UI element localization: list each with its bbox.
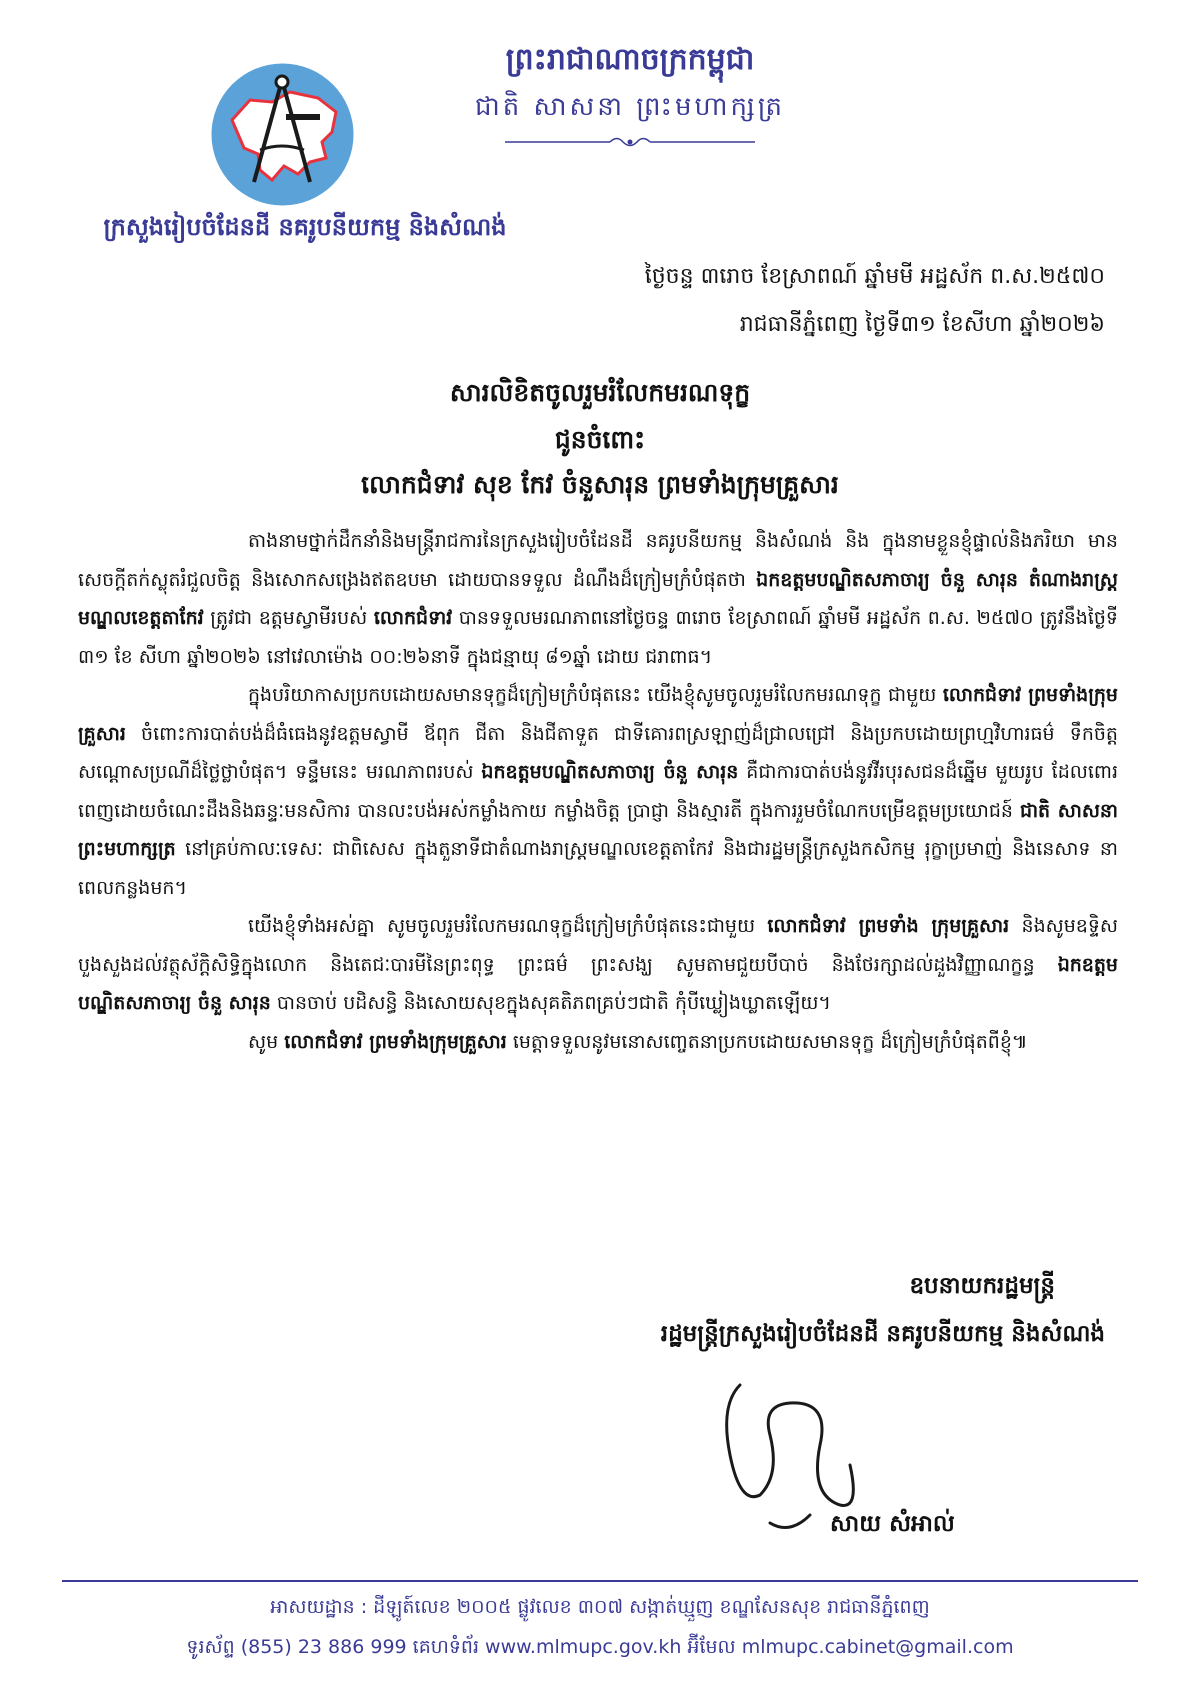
paragraph-3 <box>78 907 1118 1023</box>
letter-addressee-prefix: ជូនចំពោះ <box>554 425 646 454</box>
paragraph-4 <box>78 1023 1118 1062</box>
text-run: គឺជាការបាត់បង់នូវវីរបុរសជនដ៏ឆ្នើម មួយរូប ដែលពោរពេញដោយចំណេះដឹងនិងឆន្ទៈមនសិការ បានលះបង់អស់កម្លាំងកាយ កម្លាំងចិត្ត ប្រាជ្ញា និងស្មារតី ក្នុងការរួមចំណែកបម្រើឧត្តមប្រយោជន៍ <box>78 761 1118 822</box>
lunar-date: ថ្ងៃចន្ទ ៣រោច ខែស្រាពណ៍ ឆ្នាំមមី អដ្ឋស័ក ព.ស.២៥៧០ <box>644 264 1105 289</box>
text-run: បានទទួលមរណភាពនៅថ្ងៃចន្ទ ៣រោច ខែស្រាពណ៍ ឆ្នាំមមី អដ្ឋស័ក ព.ស. ២៥៧០ ត្រូវនឹងថ្ងៃទី ៣១ ខែ សីហា ឆ្នាំ២០២៦ នៅវេលាម៉ោង ០០:២៦នាទី ក្នុងជន្មាយុ ៨១ឆ្នាំ ដោយ ជរាពាធ។ <box>78 607 1118 668</box>
ministry-name: ក្រសួងរៀបចំដែនដី នគរូបនីយកម្ម និងសំណង់ <box>103 212 507 241</box>
paragraph-1 <box>78 522 1118 676</box>
text-run: ក្នុងបរិយាកាសប្រកបដោយសមានទុក្ខដ៏ក្រៀមក្រំបំផុតនេះ យើងខ្ញុំសូមចូលរួមរំលែកមរណទុក្ខ ជាមួយ <box>248 684 943 706</box>
ornament-divider-icon <box>505 135 755 149</box>
footer-divider <box>62 1580 1138 1582</box>
footer-contact: ទូរស័ព្ទ (855) 23 886 999 គេហទំព័រ www.mlmupc.gov.kh អ៊ីមែល mlmupc.cabinet@gmail.com <box>186 1636 1014 1658</box>
bold-run: ឯកឧត្តមបណ្ឌិតសភាចារ្យ ចំនួ សារុន តំណាងរាស្ត្រមណ្ឌលខេត្តតាកែវ <box>78 568 1118 629</box>
signatory-role: រដ្ឋមន្ត្រីក្រសួងរៀបចំដែនដី នគរូបនីយកម្ម និងសំណង់ <box>660 1320 1105 1347</box>
text-run: នៅគ្រប់កាលៈទេសៈ ជាពិសេស ក្នុងតួនាទីជាតំណាងរាស្ត្រមណ្ឌលខេត្តតាកែវ និងជារដ្ឋមន្ត្រីក្រសួងកសិកម្ម រុក្ខាប្រមាញ់ និងនេសាទ នាពេលកន្លងមក។ <box>78 838 1118 899</box>
ministry-logo-icon <box>210 62 355 207</box>
bold-run: លោកជំទាវ ព្រមទាំងក្រុមគ្រួសារ <box>284 1030 507 1053</box>
text-run: សូម <box>248 1030 285 1053</box>
bold-run: ជាតិ សាសនា ព្រះមហាក្សត្រ <box>78 799 1118 860</box>
text-run: បានចាប់ បដិសន្ធិ និងសោយសុខក្នុងសុគតិភពគ្រប់ៗជាតិ កុំបីឃ្លៀងឃ្លាតឡើយ។ <box>270 992 831 1014</box>
letterhead <box>0 0 1200 250</box>
text-run: តាងនាមថ្នាក់ដឹកនាំនិងមន្ត្រីរាជការនៃក្រសួងរៀបចំដែនដី នគរូបនីយកម្ម និងសំណង់ និង ក្នុងនាមខ្លួនខ្ញុំផ្ទាល់និងភរិយា មានសេចក្ដីតក់ស្លុតរំជួលចិត្ត និងសោកសង្រេងឥតឧបមា ដោយបានទទួល ដំណឹងដ៏ក្រៀមក្រំបំផុតថា <box>78 530 1118 591</box>
solar-date: រាជធានីភ្នំពេញ ថ្ងៃទី៣១ ខែសីហា ឆ្នាំ២០២៦ <box>739 312 1105 337</box>
bold-run: លោកជំទាវ ព្រមទាំង ក្រុមគ្រួសារ <box>767 915 1010 937</box>
text-run: និងសូមឧទ្ទិសបួងសួងដល់វត្ថុស័ក្ដិសិទ្ធិក្នុងលោក និងតេជៈបារមីនៃព្រះពុទ្ធ ព្រះធម៌ ព្រះសង្ឃ សូមតាមជួយបីបាច់ និងថែរក្សាដល់ដួងវិញ្ញាណក្ខន្ធ <box>78 915 1118 976</box>
footer-address: អាសយដ្ឋាន : ដីឡូត៍លេខ ២០០៥ ផ្លូវលេខ ៣០៧ សង្កាត់ឃ្មួញ ខណ្ឌសែនសុខ រាជធានីភ្នំពេញ <box>270 1596 930 1618</box>
bold-run: លោកជំទាវ ព្រមទាំងក្រុមគ្រួសារ <box>78 684 1118 745</box>
signatory-name: សាយ សំអាល់ <box>830 1510 955 1537</box>
text-run: ចំពោះការបាត់បង់ដ៏ធំធេងនូវឧត្តមស្វាមី ឪពុក ជីតា និងជីតាទួត ជាទីគោរពស្រឡាញ់ដ៏ជ្រាលជ្រៅ និងប្រកបដោយព្រហ្មវិហារធម៌ ទឹកចិត្តសណ្ដោសប្រណីដ៏ថ្លៃថ្លាបំផុត។ ទន្ទឹមនេះ មរណភាពរបស់ <box>78 722 1118 783</box>
kingdom-title: ព្រះរាជាណាចក្រកម្ពុជា <box>505 42 755 77</box>
bold-run: លោកជំទាវ <box>373 607 453 629</box>
letter-body <box>78 522 1118 1061</box>
bold-run: ឯកឧត្តមបណ្ឌិតសភាចារ្យ ចំនួ សារុន <box>481 761 739 783</box>
signatory-title: ឧបនាយករដ្ឋមន្ត្រី <box>909 1272 1055 1299</box>
letter-title: សារលិខិតចូលរួមរំលែកមរណទុក្ខ <box>449 378 751 407</box>
national-motto: ជាតិ សាសនា ព្រះមហាក្សត្រ <box>475 92 785 122</box>
text-run: ត្រូវជា ឧត្តមស្វាមីរបស់ <box>203 607 374 629</box>
paragraph-2 <box>78 676 1118 907</box>
letter-addressee: លោកជំទាវ សុខ កែវ ចំនួសារុន ព្រមទាំងក្រុមគ្រួសារ <box>361 470 839 499</box>
bold-run: ឯកឧត្តមបណ្ឌិតសភាចារ្យ ចំនួ សារុន <box>78 953 1118 1014</box>
text-run: យើងខ្ញុំទាំងអស់គ្នា សូមចូលរួមរំលែកមរណទុក្ខដ៏ក្រៀមក្រំបំផុតនេះជាមួយ <box>248 915 768 937</box>
text-run: មេត្តាទទួលនូវមនោសញ្ចេតនាប្រកបដោយសមានទុក្ខ ដ៏ក្រៀមក្រំបំផុតពីខ្ញុំ៕ <box>506 1030 1028 1053</box>
